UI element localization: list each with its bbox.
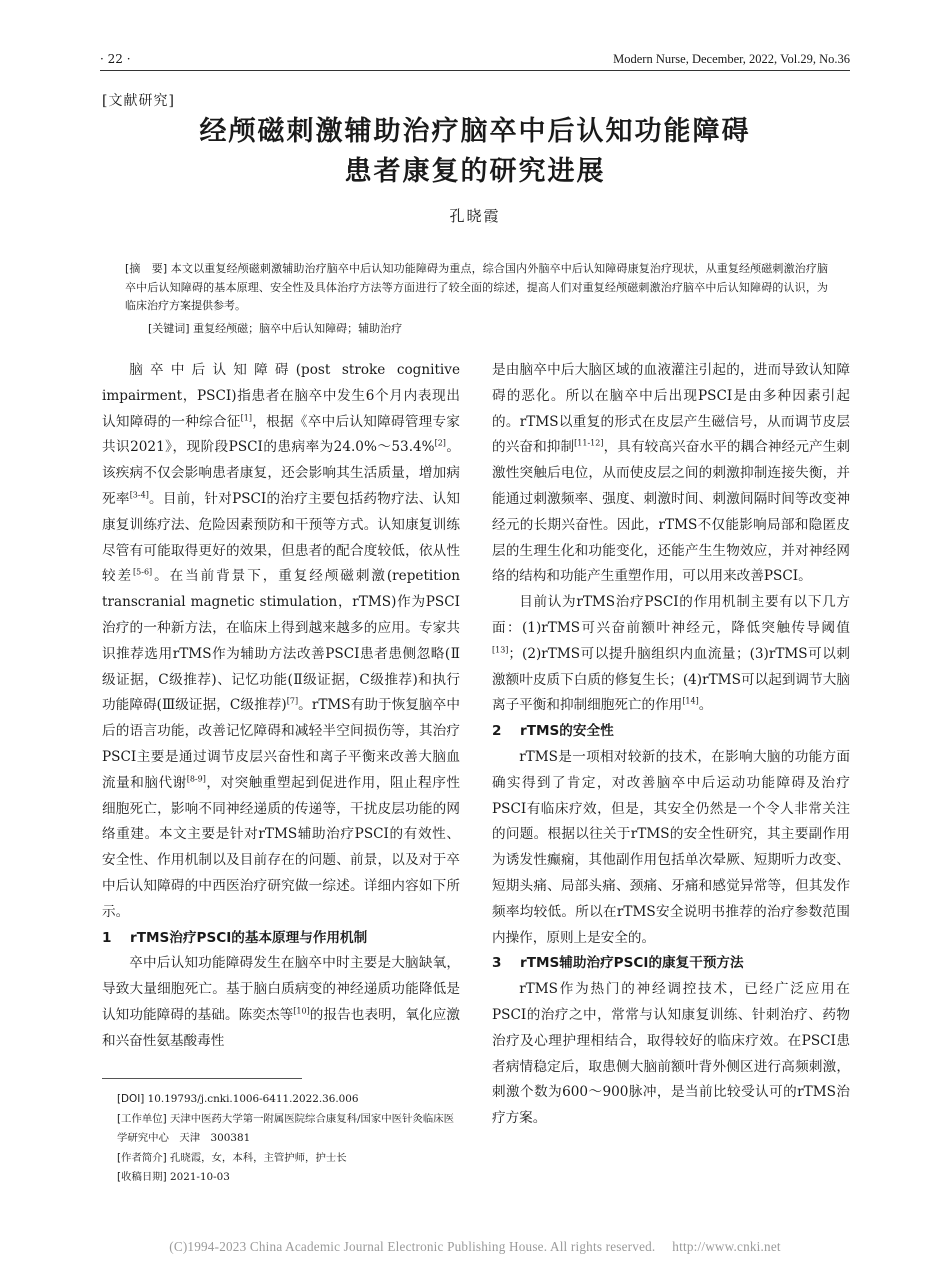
- citation-ref[interactable]: [14]: [682, 696, 699, 706]
- footnote-author: [117, 1149, 462, 1169]
- paragraph-mechanism-cont: [492, 358, 850, 590]
- unit-value: 天津中医药大学第一附属医院综合康复科/国家中医针灸临床医学研究中心 天津 300381: [117, 1112, 455, 1144]
- author-info-value: 孔晓霞，女，本科，主管护师，护士长: [169, 1151, 347, 1164]
- abstract-text: 本文以重复经颅磁刺激辅助治疗脑卒中后认知功能障碍为重点，综合国内外脑卒中后认知障碍康复治疗现状，从重复经颅磁刺激治疗脑卒中后认知障碍的基本原理、安全性及具体治疗方法等方面进行了较全面的综述，提高人们对重复经颅磁刺激治疗脑卒中后认知障碍的认识，为临床治疗方案提供参考。: [125, 262, 828, 312]
- text-run: 。在当前背景下，重复经颅磁刺激(repetition transcranial magnetic stimulation，rTMS)作为PSCI治疗的一种新方法，在临床上得到越来越多的应用。专家共识推荐选用rTMS作为辅助方法改善PSCI患者患侧忽略(Ⅱ级证据，C级推荐)、记忆功能(Ⅱ级证据，C级推荐)和执行功能障碍(Ⅲ级证据，C级推荐): [102, 568, 461, 714]
- text-run: ；(2)rTMS可以提升脑组织内血流量；(3)rTMS可以刺激额叶皮质下白质的修复生长；(4)rTMS可以起到调节大脑离子平衡和抑制细胞死亡的作用: [492, 645, 850, 714]
- text-run: ，具有较高兴奋水平的耦合神经元产生刺激性突触后电位，从而使皮层之间的刺激抑制连接失衡，并能通过刺激频率、强度、刺激时间、刺激间隔时间等改变神经元的长期兴奋性。因此，rTMS不仅能影响局部和隐匿皮层的生理生化和功能变化，还能产生生物效应，并对神经网络的结构和功能产生重塑作用，可以用来改善PSCI。: [492, 439, 850, 585]
- keywords: [148, 320, 402, 336]
- citation-ref[interactable]: [7]: [286, 696, 299, 706]
- header-rule: [100, 70, 850, 71]
- citation-ref[interactable]: [3-4]: [129, 490, 149, 500]
- article-title: [100, 112, 850, 192]
- section-number: 2: [492, 723, 502, 740]
- abstract-label: [摘 要]: [125, 262, 168, 275]
- footnote-label: [DOI]: [117, 1093, 145, 1105]
- body-column-left: [102, 358, 460, 1055]
- section-number: 3: [492, 955, 502, 972]
- section-title: rTMS的安全性: [520, 723, 614, 740]
- title-line-1: 经颅磁刺激辅助治疗脑卒中后认知功能障碍: [199, 116, 751, 147]
- citation-ref[interactable]: [5-6]: [133, 567, 153, 577]
- journal-citation: Modern Nurse, December, 2022, Vol.29, No.36: [613, 52, 850, 66]
- footnote-unit: [117, 1110, 462, 1149]
- keywords-text: 重复经颅磁；脑卒中后认知障碍；辅助治疗: [193, 322, 403, 335]
- footnote-label: [收稿日期]: [117, 1171, 167, 1183]
- text-run: 。该疾病不仅会影响患者康复，还会影响其生活质量，增加病死率: [102, 439, 460, 507]
- section-heading-2: [492, 719, 850, 745]
- citation-ref[interactable]: [13]: [492, 645, 509, 655]
- text-run: 的报告也表明，氧化应激和兴奋性氨基酸毒性: [102, 1006, 461, 1049]
- text-run: 。: [698, 697, 713, 714]
- title-line-2: 患者康复的研究进展: [344, 156, 606, 187]
- keywords-label: [关键词]: [148, 322, 190, 335]
- section-heading-1: [102, 926, 460, 952]
- author-name: 孔晓霞: [449, 207, 501, 225]
- section-heading-3: [492, 951, 850, 977]
- text-run: ，根据《卒中后认知障碍管理专家共识2021》，现阶段PSCI的患病率为24.0%～53.4%: [102, 413, 461, 456]
- citation-ref[interactable]: [2]: [434, 438, 446, 448]
- page-number: · 22 ·: [100, 52, 131, 66]
- citation-ref[interactable]: [11-12]: [574, 438, 604, 448]
- column-tag: [文献研究]: [102, 93, 175, 109]
- footnote-label: [作者简介]: [117, 1151, 167, 1164]
- footnote-label: [工作单位]: [117, 1112, 167, 1125]
- citation-ref[interactable]: [8-9]: [186, 774, 206, 784]
- doi-value[interactable]: 10.19793/j.cnki.1006-6411.2022.36.006: [147, 1093, 359, 1105]
- text-run: 是由脑卒中后大脑区域的血液灌注引起的，进而导致认知障碍的恶化。所以在脑卒中后出现PSCI是由多种因素引起的。rTMS以重复的形式在皮层产生磁信号，从而调节皮层的兴奋和抑制: [492, 362, 850, 456]
- paragraph-intro: [102, 358, 460, 926]
- section-number: 1: [102, 929, 112, 946]
- text-run: 卒中后认知功能障碍发生在脑卒中时主要是大脑缺氧，导致大量细胞死亡。基于脑白质病变的神经递质功能降低是认知功能障碍的基础。陈奕杰等: [102, 955, 460, 1023]
- text-run: ，对突触重塑起到促进作用，阻止程序性细胞死亡，影响不同神经递质的传递等，干扰皮层功能的网络重建。本文主要是针对rTMS辅助治疗PSCI的有效性、安全性、作用机制以及目前存在的问题、前景，以及对于卒中后认知障碍的中西医治疗研究做一综述。详细内容如下所示。: [102, 774, 460, 920]
- paragraph-mechanism-list: [492, 590, 850, 719]
- paragraph-intervention: rTMS作为热门的神经调控技术，已经广泛应用在PSCI的治疗之中，常常与认知康复训练、针刺治疗、药物治疗及心理护理相结合，取得较好的临床疗效。在PSCI患者病情稳定后，取患侧大脑前额叶背外侧区进行高频刺激，刺激个数为600～900脉冲，是当前比较受认可的rTMS治疗方案。: [492, 981, 850, 1127]
- text-run: 目前认为rTMS治疗PSCI的作用机制主要有以下几方面：(1)rTMS可兴奋前额叶神经元，降低突触传导阈值: [492, 594, 850, 636]
- body-column-right: [492, 358, 850, 1132]
- footnote-date: [117, 1168, 462, 1188]
- citation-ref[interactable]: [1]: [240, 413, 253, 423]
- footnote-doi: [117, 1090, 462, 1110]
- running-head: [100, 50, 850, 70]
- text-run: 脑卒中后认知障碍(post stroke cognitive impairment，PSCI)指患者在脑卒中发生6个月内表现出认知障碍的一种综合征: [102, 362, 460, 430]
- paragraph-safety: rTMS是一项相对较新的技术，在影响大脑的功能方面确实得到了肯定，对改善脑卒中后运动功能障碍及治疗PSCI有临床疗效，但是，其安全仍然是一个令人非常关注的问题。根据以往关于rTMS的安全性研究，其主要副作用为诱发性癫痫，其他副作用包括单次晕厥、短期听力改变、短期头痛、局部头痛、颈痛、牙痛和感觉异常等，但其发作频率均较低。所以在rTMS安全说明书推荐的治疗参数范围内操作，原则上是安全的。: [492, 748, 850, 946]
- section-title: rTMS治疗PSCI的基本原理与作用机制: [130, 929, 368, 946]
- section-title: rTMS辅助治疗PSCI的康复干预方法: [520, 955, 744, 972]
- footnotes: [117, 1090, 462, 1188]
- footnote-rule: [102, 1078, 302, 1079]
- text-run: 。目前，针对PSCI的治疗主要包括药物疗法、认知康复训练疗法、危险因素预防和干预等方式。认知康复训练尽管有可能取得更好的效果，但患者的配合度较低，依从性较差: [102, 490, 461, 585]
- paragraph-mechanism: [102, 951, 460, 1054]
- text-run: 。rTMS有助于恢复脑卒中后的语言功能，改善记忆障碍和减轻半空间损伤等，其治疗PSCI主要是通过调节皮层兴奋性和离子平衡来改善大脑血流量和脑代谢: [102, 697, 460, 791]
- citation-ref[interactable]: [10]: [293, 1006, 310, 1016]
- abstract: [125, 260, 828, 316]
- date-value: 2021-10-03: [169, 1171, 230, 1183]
- copyright-notice: (C)1994-2023 China Academic Journal Electronic Publishing House. All rights reserved. http://www.cnki.net: [169, 1239, 781, 1254]
